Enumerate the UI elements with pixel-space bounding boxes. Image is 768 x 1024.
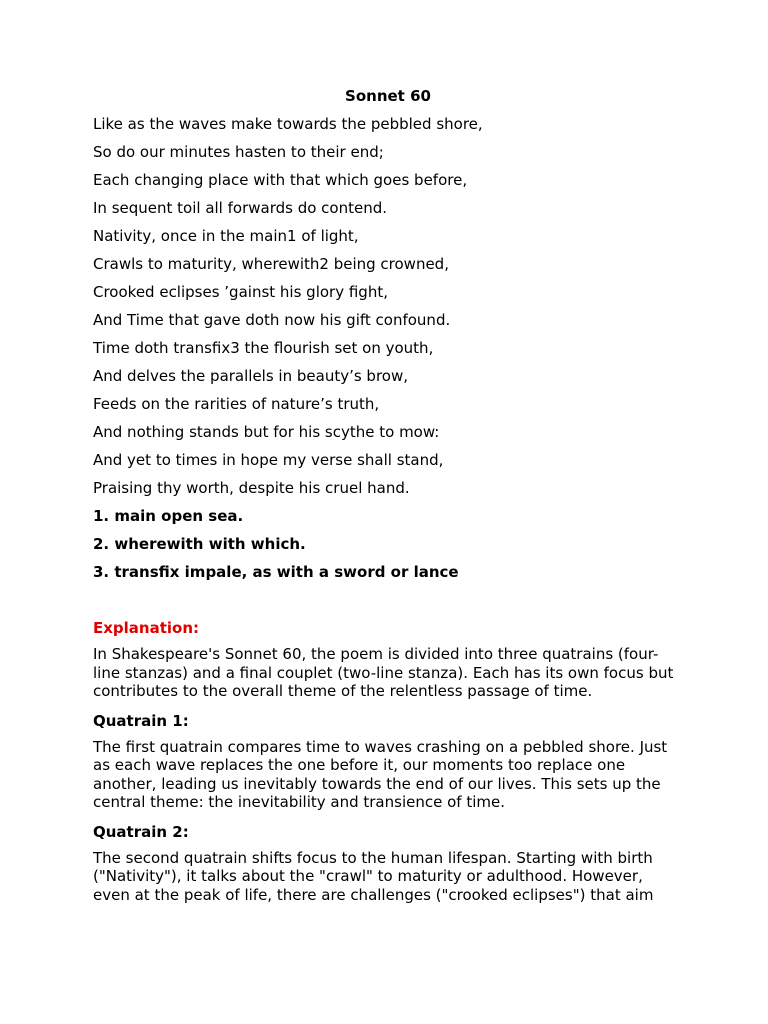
footnotes bbox=[93, 505, 683, 583]
intro-paragraph: In Shakespeare's Sonnet 60, the poem is divided into three quatrains (four-line stanzas) and a final couplet (two-line stanza). Each has its own focus but contributes to the overall theme of the relentless passage of time. bbox=[93, 645, 674, 700]
section-spacer bbox=[93, 589, 683, 617]
poem-line: In sequent toil all forwards do contend. bbox=[93, 199, 388, 217]
poem-title: Sonnet 60 bbox=[345, 87, 431, 105]
poem bbox=[93, 113, 683, 499]
poem-line: And Time that gave doth now his gift confound. bbox=[93, 311, 451, 329]
poem-line: Crawls to maturity, wherewith2 being crowned, bbox=[93, 255, 449, 273]
poem-line: Like as the waves make towards the pebbled shore, bbox=[93, 115, 483, 133]
footnote-1: 1. main open sea. bbox=[93, 507, 244, 525]
quatrain-1-heading: Quatrain 1: bbox=[93, 711, 189, 730]
quatrain-1-paragraph: The first quatrain compares time to waves crashing on a pebbled shore. Just as each wave replaces the one before it, our moments too replace one another, leading us inevitably towards the end of our lives. This sets up the central theme: the inevitability and transience of time. bbox=[93, 737, 668, 811]
quatrain-2-heading: Quatrain 2: bbox=[93, 822, 189, 841]
poem-line: Crooked eclipses ’gainst his glory fight, bbox=[93, 283, 388, 301]
quatrain-2-paragraph: The second quatrain shifts focus to the human lifespan. Starting with birth ("Nativity"), it talks about the "crawl" to maturity or adulthood. However, even at the peak of life, there are challenges ("crooked eclipses") that aim bbox=[93, 848, 654, 904]
poem-line: Nativity, once in the main1 of light, bbox=[93, 227, 359, 245]
poem-line: And yet to times in hope my verse shall stand, bbox=[93, 451, 444, 469]
document-page bbox=[93, 85, 683, 913]
poem-line: Each changing place with that which goes before, bbox=[93, 171, 468, 189]
footnote-3: 3. transfix impale, as with a sword or lance bbox=[93, 563, 459, 581]
poem-line: And nothing stands but for his scythe to mow: bbox=[93, 423, 440, 441]
footnote-2: 2. wherewith with which. bbox=[93, 535, 306, 553]
poem-line: And delves the parallels in beauty’s brow, bbox=[93, 367, 409, 385]
explanation-heading: Explanation: bbox=[93, 619, 200, 637]
poem-line: So do our minutes hasten to their end; bbox=[93, 143, 384, 161]
poem-line: Time doth transfix3 the flourish set on youth, bbox=[93, 339, 434, 357]
poem-line: Praising thy worth, despite his cruel hand. bbox=[93, 479, 410, 497]
poem-line: Feeds on the rarities of nature’s truth, bbox=[93, 395, 380, 413]
